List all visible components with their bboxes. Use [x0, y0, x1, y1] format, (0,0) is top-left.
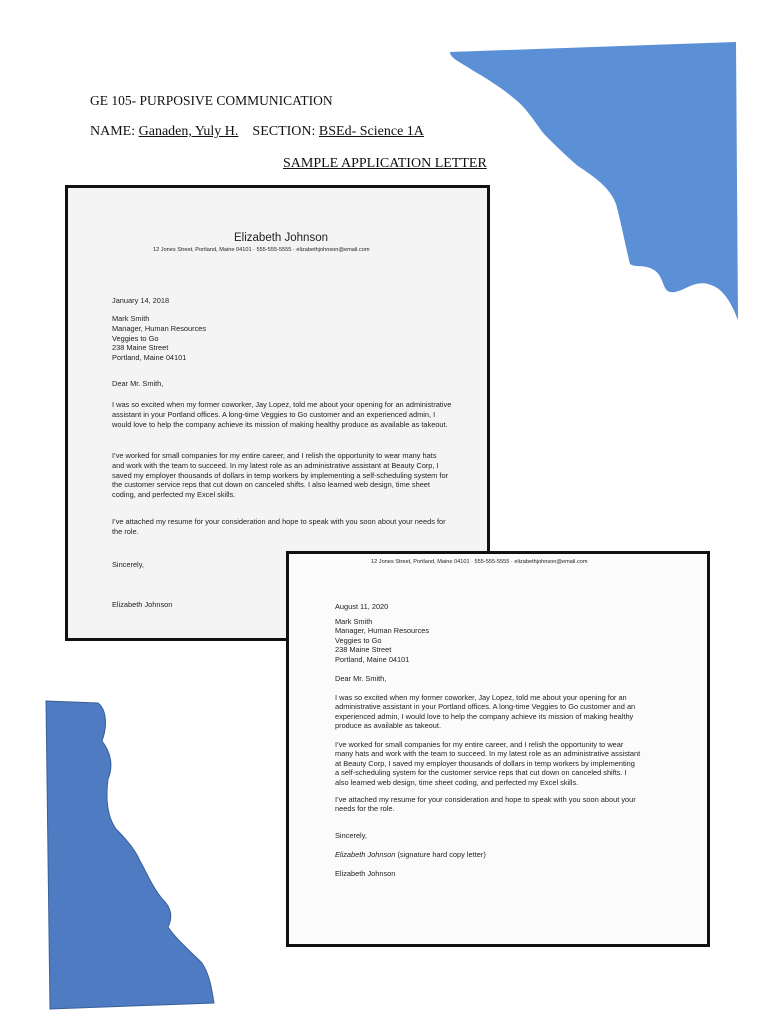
letter2-signature-italic: Elizabeth Johnson — [335, 850, 396, 859]
section-value: BSEd- Science 1A — [318, 124, 424, 139]
letter2-paragraph: I’ve worked for small companies for my entire career, and I relish the opportunity to wear many hats and work with the team to succeed. In my latest role as an administrative assistant at Beauty Corp, I saved my employer thousands of dollars in temp workers by implementing a self-scheduling system for the customer service reps that cut down on canceled shifts. I also learned web design, time sheet coding, and perfected my Excel skills. — [335, 740, 641, 787]
name-section-line — [90, 124, 424, 140]
letter1-salutation: Dear Mr. Smith, — [112, 379, 164, 388]
letter2-recipient-line: Mark Smith — [335, 617, 373, 626]
letter2-date: August 11, 2020 — [335, 602, 389, 611]
letter2-recipient-line: 238 Maine Street — [335, 645, 392, 655]
letter1-recipient-block — [112, 314, 206, 363]
letter1-recipient-line: Veggies to Go — [112, 333, 159, 343]
section-label: SECTION: — [252, 124, 316, 139]
letter1-recipient-line: Manager, Human Resources — [112, 323, 207, 333]
letter2-recipient-line: Veggies to Go — [335, 635, 382, 645]
letter1-paragraph: I was so excited when my former coworker, Jay Lopez, told me about your opening for an administrative assistant in your Portland offices. A long-time Veggies to Go customer and an experienced admin, I would love to help the company achieve its mission of making healthy produce as available as takeout. — [112, 400, 452, 429]
letter2-recipient-line: Portland, Maine 04101 — [335, 654, 410, 664]
sample-letter-2 — [286, 551, 710, 947]
letter1-signature: Elizabeth Johnson — [112, 600, 173, 609]
course-title: GE 105- PURPOSIVE COMMUNICATION — [90, 93, 333, 108]
letter1-recipient-line: Portland, Maine 04101 — [112, 353, 187, 363]
letter1-paragraph: I’ve worked for small companies for my entire career, and I relish the opportunity to wear many hats and work with the team to succeed. In my latest role as an administrative assistant at Beauty Corp, I saved my employer thousands of dollars in temp workers by implementing a self-scheduling system for the customer service reps that cut down on canceled shifts. I also learned web design, time sheet coding, and perfected my Excel skills. — [112, 451, 449, 500]
letter2-signature: Elizabeth Johnson — [335, 869, 396, 878]
name-label: NAME: — [90, 124, 136, 139]
letter1-recipient-line: Mark Smith — [112, 314, 150, 323]
letter1-date: January 14, 2018 — [112, 296, 170, 305]
blue-shape-bottom-left — [40, 695, 220, 1015]
letter1-contact-line: 12 Jones Street, Portland, Maine 04101 · 555-555-5555 · elizabethjohnson@email.com — [153, 247, 370, 253]
letter2-recipient-line: Manager, Human Resources — [335, 626, 430, 636]
document-title: SAMPLE APPLICATION LETTER — [283, 156, 487, 171]
letter2-paragraph: I was so excited when my former coworker, Jay Lopez, told me about your opening for an administrative assistant in your Portland offices. A long-time Veggies to Go customer and an experienced admin, I would love to help the company achieve its mission of making healthy produce as available as takeout. — [335, 693, 636, 731]
letter2-closing: Sincerely, — [335, 831, 367, 840]
letter1-closing: Sincerely, — [112, 560, 144, 569]
letter2-contact-line: 12 Jones Street, Portland, Maine 04101 · 555-555-5555 · elizabethjohnson@email.com — [371, 559, 588, 565]
student-name: Ganaden, Yuly H. — [138, 124, 239, 139]
letter2-signature-line — [335, 850, 486, 860]
letter1-paragraph: I’ve attached my resume for your consideration and hope to speak with you soon about your needs for the role. — [112, 517, 446, 536]
letter2-recipient-block — [335, 617, 429, 664]
letter2-signature-note: (signature hard copy letter) — [395, 850, 486, 859]
letter1-recipient-line: 238 Maine Street — [112, 343, 169, 353]
letter1-sender-name: Elizabeth Johnson — [234, 232, 328, 244]
letter2-salutation: Dear Mr. Smith, — [335, 674, 387, 683]
letter2-paragraph: I’ve attached my resume for your consideration and hope to speak with you soon about your needs for the role. — [335, 795, 636, 814]
